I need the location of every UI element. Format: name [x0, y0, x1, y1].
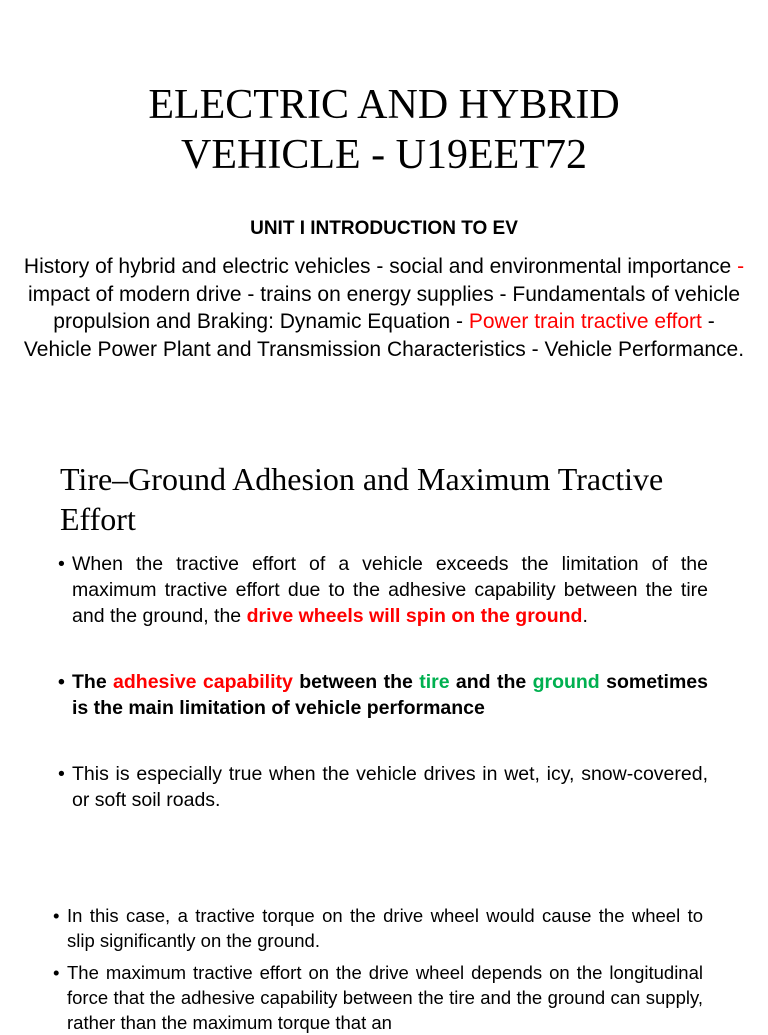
bullet2-t1: The [72, 671, 114, 693]
bullet1-end: . [582, 605, 588, 627]
bullet2-t4: sometimes is the main limitation of vehicle performance [72, 671, 708, 719]
title-line-1: ELECTRIC AND HYBRID [148, 82, 620, 128]
syllabus-part-4: Power train tractive effort [468, 310, 702, 333]
syllabus-text [22, 253, 746, 363]
slide-tire-ground-adhesion [0, 445, 768, 1033]
slide-title [0, 80, 768, 180]
bullet2-red: adhesive capability [113, 671, 293, 693]
bullet2-t3: and the [449, 671, 533, 693]
syllabus-part-5: - Vehicle Power Plant and Transmission Characteristics - Vehicle Performance. [23, 310, 745, 361]
title-line-2: VEHICLE - U19EET72 [181, 132, 587, 178]
bullet1-text: When the tractive effort of a vehicle exceeds the limitation of the maximum tractive effort due to the adhesive capability between the tire and the ground, the [72, 553, 708, 627]
unit-heading: UNIT I INTRODUCTION TO EV [250, 218, 518, 239]
bullet-max-tractive-effort: • The maximum tractive effort on the drive wheel depends on the longitudinal force that the adhesive capability between the tire and the ground can supply, rather than the maximum torque that an [67, 960, 703, 1035]
bullet2-t2: between the [292, 671, 420, 693]
bullet-wheel-slip: • In this case, a tractive torque on the drive wheel would cause the wheel to slip significantly on the ground. [67, 903, 703, 953]
bullet2-green-tire: tire [419, 671, 450, 693]
bullet-tractive-effort [72, 551, 708, 629]
bullet1-highlight: drive wheels will spin on the ground [246, 605, 583, 627]
syllabus-part-1: History of hybrid and electric vehicles - social and environmental importance [23, 255, 738, 278]
bullet-road-conditions: • This is especially true when the vehicle drives in wet, icy, snow-covered, or soft soil roads. [72, 761, 708, 813]
bullet2-green-ground: ground [532, 671, 600, 693]
slide-heading: Tire–Ground Adhesion and Maximum Tractive Effort [60, 461, 664, 537]
syllabus-part-3: impact of modern drive - trains on energy supplies - Fundamentals of vehicle propulsion and Braking: Dynamic Equation - [27, 282, 740, 333]
bullet-adhesive-capability [72, 669, 708, 721]
slide-introduction [0, 0, 768, 445]
syllabus-part-2: - [737, 255, 745, 278]
